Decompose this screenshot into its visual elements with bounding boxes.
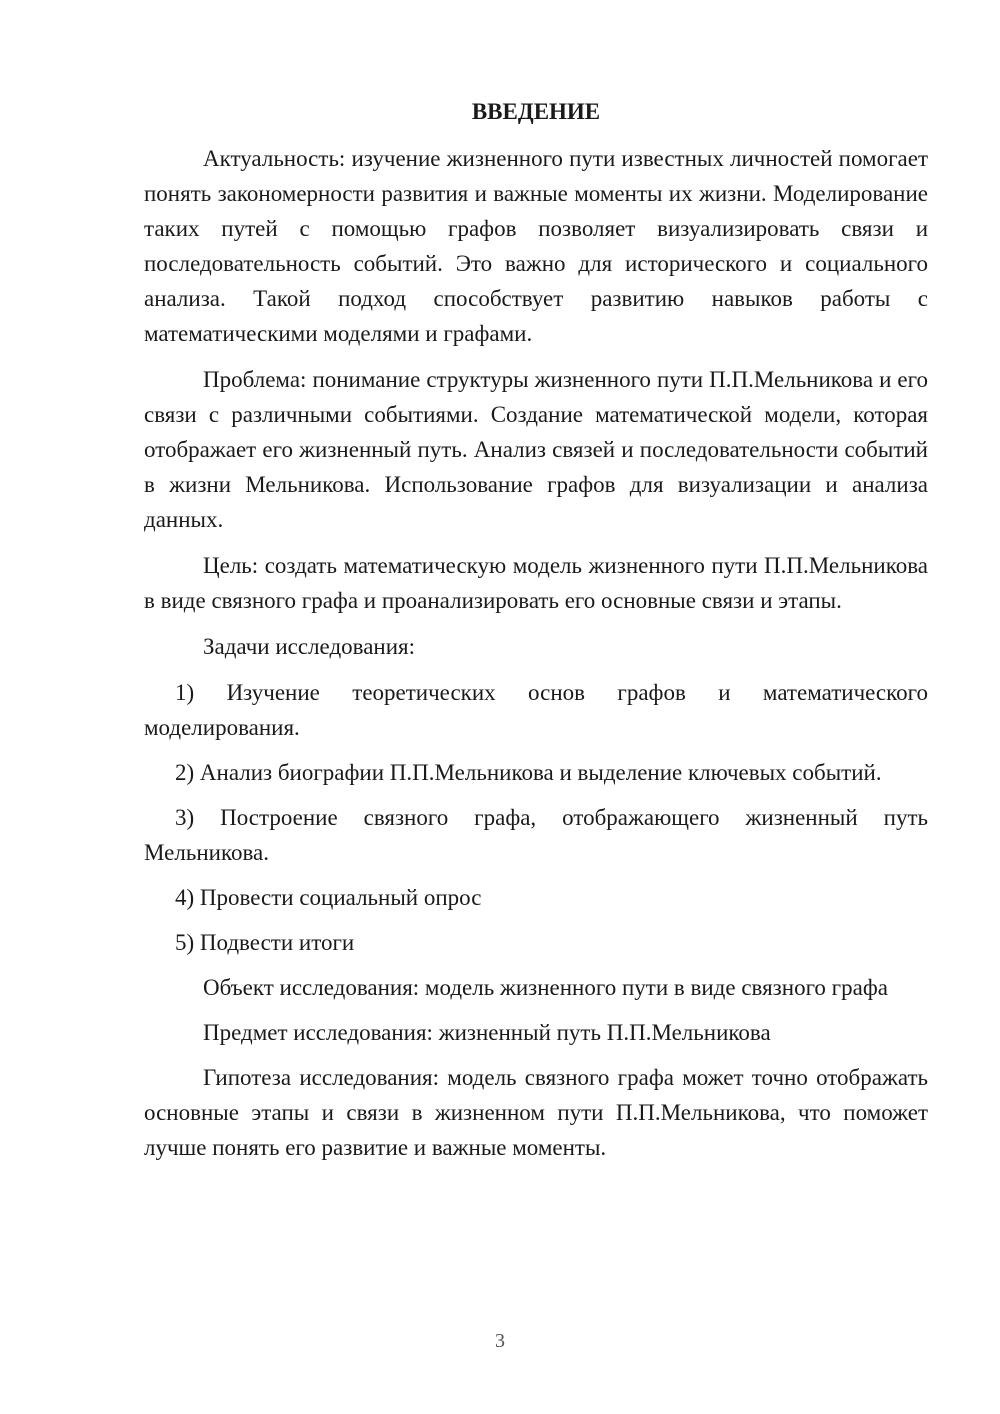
tasks-heading: Задачи исследования:	[203, 634, 416, 659]
task-item-1: 1) Изучение теоретических основ графов и математического моделирования.	[144, 680, 928, 740]
task-item-2: 2) Анализ биографии П.П.Мельникова и выделение ключевых событий.	[175, 760, 882, 785]
object-paragraph: Объект исследования: модель жизненного пути в виде связного графа	[203, 975, 888, 1000]
task-item-3: 3) Построение связного графа, отображающего жизненный путь Мельникова.	[144, 805, 928, 865]
page-number: 3	[495, 1330, 505, 1352]
relevance-paragraph: Актуальность: изучение жизненного пути известных личностей помогает понять закономерности развития и важные моменты их жизни. Моделирование таких путей с помощью графов позволяет визуализировать связи и последовательность событий. Это важно для исторического и социального анализа. Такой подход способствует развитию навыков работы с математическими моделями и графами.	[144, 146, 928, 346]
task-item-5: 5) Подвести итоги	[175, 930, 355, 955]
subject-paragraph: Предмет исследования: жизненный путь П.П.Мельникова	[203, 1020, 771, 1045]
section-title: ВВЕДЕНИЕ	[471, 99, 601, 124]
problem-paragraph: Проблема: понимание структуры жизненного пути П.П.Мельникова и его связи с различными событиями. Создание математической модели, которая отображает его жизненный путь. Анализ связей и последовательности событий в жизни Мельникова. Использование графов для визуализации и анализа данных.	[144, 367, 928, 532]
goal-paragraph: Цель: создать математическую модель жизненного пути П.П.Мельникова в виде связного графа и проанализировать его основные связи и этапы.	[144, 553, 928, 613]
hypothesis-paragraph: Гипотеза исследования: модель связного графа может точно отображать основные этапы и связи в жизненном пути П.П.Мельникова, что поможет лучше понять его развитие и важные моменты.	[144, 1065, 928, 1160]
task-item-4: 4) Провести социальный опрос	[175, 885, 482, 910]
page-content	[144, 94, 928, 1175]
